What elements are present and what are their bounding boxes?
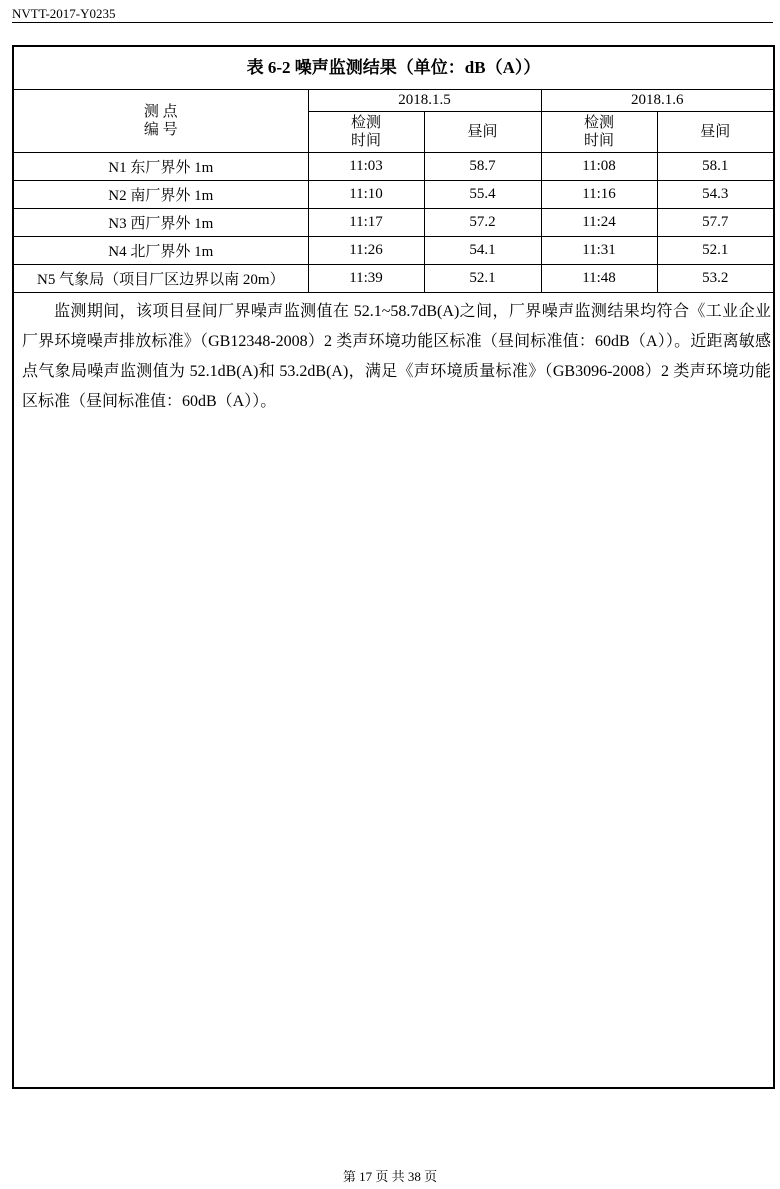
time-header-1: [308, 112, 424, 153]
point-cell: N4 北厂界外 1m: [14, 237, 308, 265]
day-header-2: 昼间: [657, 112, 773, 153]
point-cell: N5 气象局（项目厂区边界以南 20m）: [14, 265, 308, 293]
point-cell: N1 东厂界外 1m: [14, 153, 308, 181]
point-header-line1: 测 点: [143, 104, 178, 120]
time-cell: 11:17: [308, 209, 424, 237]
table-row: [14, 209, 773, 237]
date-header-2: 2018.1.6: [541, 90, 773, 112]
time-cell: 11:10: [308, 181, 424, 209]
table-row: [14, 237, 773, 265]
time-header-line2: 时间: [350, 133, 381, 149]
value-cell: 57.7: [657, 209, 773, 237]
header-rule: [12, 22, 773, 23]
time-cell: 11:26: [308, 237, 424, 265]
value-cell: 58.1: [657, 153, 773, 181]
point-header-line2: 编 号: [143, 122, 178, 138]
point-cell: N3 西厂界外 1m: [14, 209, 308, 237]
table-row: [14, 181, 773, 209]
value-cell: 57.2: [424, 209, 541, 237]
table-row: [14, 265, 773, 293]
monitoring-conclusion-paragraph: 监测期间，该项目昼间厂界噪声监测值在 52.1~58.7dB(A)之间，厂界噪声监测结果均符合《工业企业厂界环境噪声排放标准》（GB12348-2008）2 类声环境功能区标准（昼间标准值：60dB（A））。近距离敏感点气象局噪声监测值为 52.1dB(A)和 53.2dB(A)，满足《声环境质量标准》（GB3096-2008）2 类声环境功能区标准（昼间标准值：60dB（A））。: [14, 292, 773, 417]
table-header-row: [14, 90, 773, 112]
time-cell: 11:48: [541, 265, 657, 293]
time-cell: 11:39: [308, 265, 424, 293]
time-header-2: [541, 112, 657, 153]
time-cell: 11:24: [541, 209, 657, 237]
value-cell: 52.1: [424, 265, 541, 293]
value-cell: 55.4: [424, 181, 541, 209]
page-number: 第 17 页 共 38 页: [342, 1169, 438, 1184]
time-header-line1: 检测: [350, 115, 381, 131]
content-frame: [12, 45, 775, 1089]
value-cell: 54.1: [424, 237, 541, 265]
noise-results-table: [14, 90, 773, 293]
time-header-line2: 时间: [583, 133, 614, 149]
document-code: NVTT-2017-Y0235: [12, 6, 116, 21]
time-cell: 11:16: [541, 181, 657, 209]
time-cell: 11:31: [541, 237, 657, 265]
value-cell: 58.7: [424, 153, 541, 181]
date-header-1: 2018.1.5: [308, 90, 541, 112]
value-cell: 54.3: [657, 181, 773, 209]
value-cell: 52.1: [657, 237, 773, 265]
day-header-1: 昼间: [424, 112, 541, 153]
table-title: 表 6-2 噪声监测结果（单位：dB（A））: [14, 47, 773, 90]
time-header-line1: 检测: [583, 115, 614, 131]
table-row: [14, 153, 773, 181]
time-cell: 11:08: [541, 153, 657, 181]
point-header: [14, 90, 308, 153]
value-cell: 53.2: [657, 265, 773, 293]
point-cell: N2 南厂界外 1m: [14, 181, 308, 209]
time-cell: 11:03: [308, 153, 424, 181]
